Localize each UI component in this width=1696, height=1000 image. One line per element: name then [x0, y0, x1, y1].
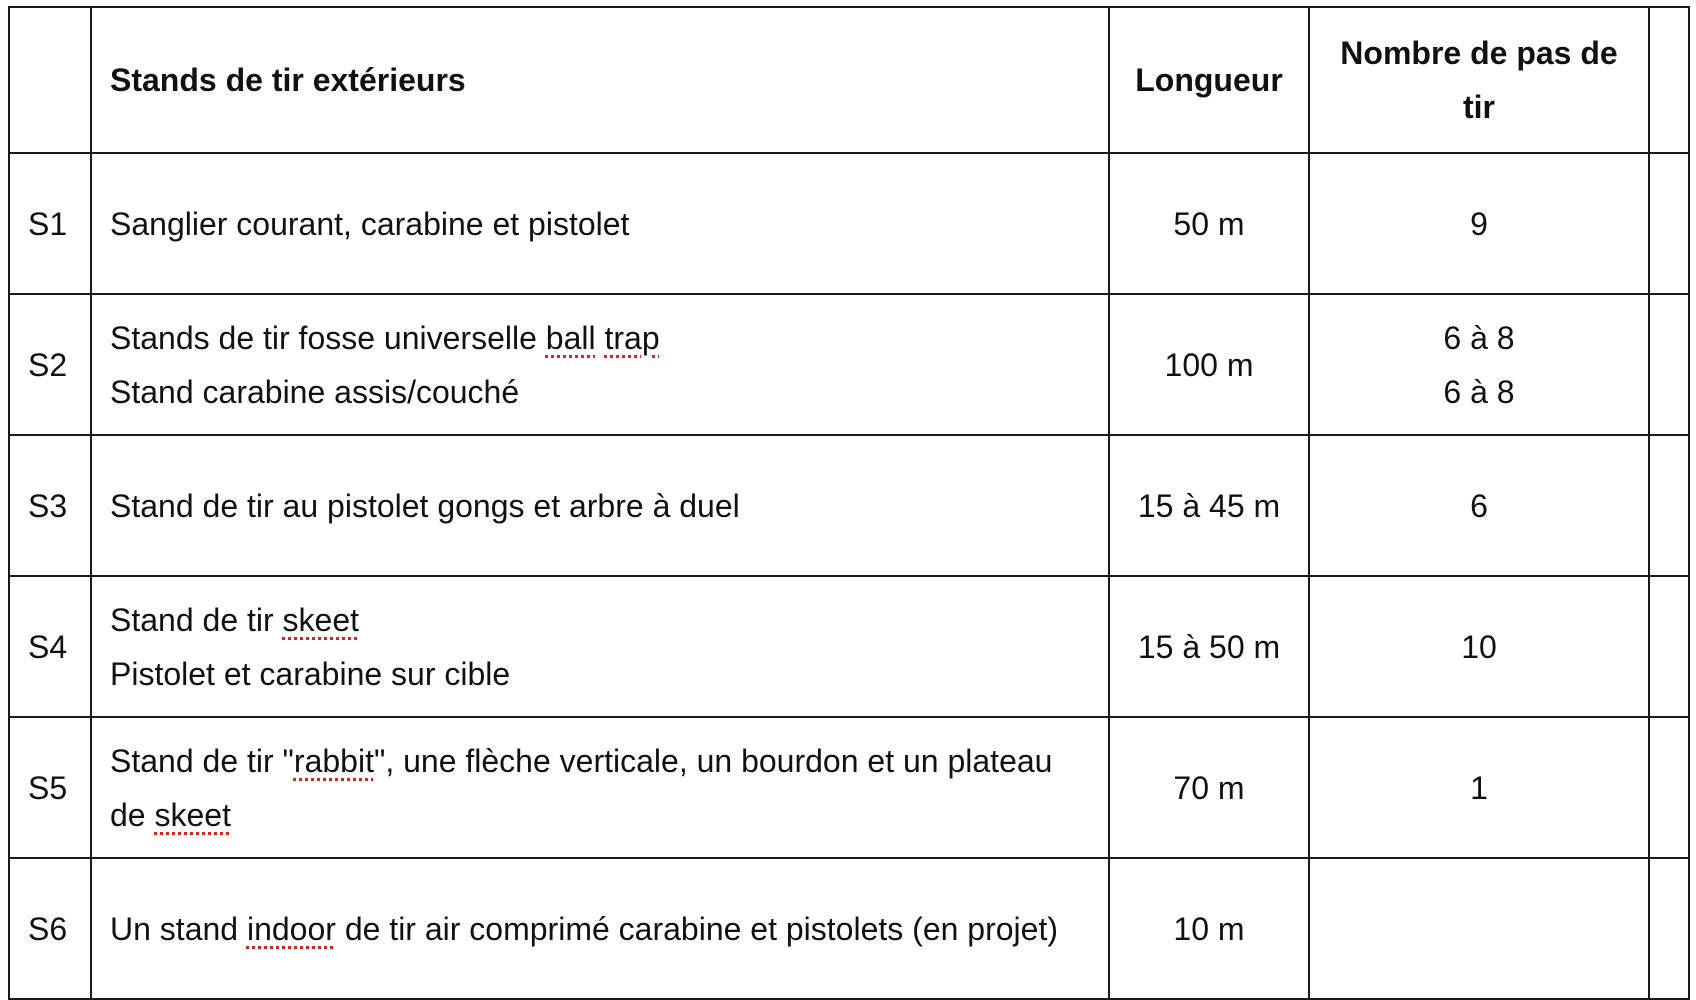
- row-description-cell: [91, 153, 1109, 294]
- row-id-cell: S3: [9, 435, 91, 576]
- row-count-cell: [1309, 435, 1649, 576]
- description-line: [110, 593, 1090, 647]
- description-line: [110, 647, 1090, 701]
- count-value: 10: [1461, 628, 1497, 665]
- shooting-ranges-table: [8, 6, 1690, 1000]
- row-length-cell: 15 à 50 m: [1109, 576, 1309, 717]
- row-extra-cell: [1649, 435, 1689, 576]
- row-extra-cell: [1649, 717, 1689, 858]
- row-length-cell: 100 m: [1109, 294, 1309, 435]
- spellcheck-word: trap: [604, 319, 660, 356]
- description-text: Un stand: [110, 910, 247, 947]
- row-id-cell: S2: [9, 294, 91, 435]
- row-count-cell: [1309, 717, 1649, 858]
- spellcheck-word: rabbit: [293, 742, 374, 779]
- row-id-cell: S6: [9, 858, 91, 999]
- row-length-cell: 50 m: [1109, 153, 1309, 294]
- table-row: [9, 858, 1689, 999]
- spellcheck-word: ball: [545, 319, 596, 356]
- spellcheck-word: skeet: [282, 601, 360, 638]
- count-value: 6: [1470, 487, 1488, 524]
- row-description-cell: [91, 435, 1109, 576]
- description-line: [110, 365, 1090, 419]
- description-text: Pistolet et carabine sur cible: [110, 655, 511, 692]
- table-header: [9, 7, 1689, 153]
- description-text: Stand de tir: [110, 601, 283, 638]
- table-row: [9, 717, 1689, 858]
- description-text: ", une flèche verticale, un bourdon et un plateau de: [110, 742, 1053, 833]
- table-row: [9, 294, 1689, 435]
- row-extra-cell: [1649, 294, 1689, 435]
- header-row: [9, 7, 1689, 153]
- row-id-cell: S1: [9, 153, 91, 294]
- header-description-cell: Stands de tir extérieurs: [91, 7, 1109, 153]
- row-length-cell: 15 à 45 m: [1109, 435, 1309, 576]
- row-extra-cell: [1649, 858, 1689, 999]
- row-length-cell: 70 m: [1109, 717, 1309, 858]
- row-description-cell: [91, 858, 1109, 999]
- description-text: Stand de tir au pistolet gongs et arbre à duel: [110, 487, 740, 524]
- row-description-cell: [91, 576, 1109, 717]
- row-description-cell: [91, 294, 1109, 435]
- header-count-cell: Nombre de pas de tir: [1309, 7, 1649, 153]
- row-description-cell: [91, 717, 1109, 858]
- spellcheck-word: skeet: [154, 796, 231, 833]
- row-count-cell: [1309, 576, 1649, 717]
- row-id-cell: S5: [9, 717, 91, 858]
- description-text: de tir air comprimé carabine et pistolets (en projet): [335, 910, 1058, 947]
- count-value: 9: [1470, 205, 1488, 242]
- row-count-cell: [1309, 294, 1649, 435]
- row-length-cell: 10 m: [1109, 858, 1309, 999]
- table-row: [9, 435, 1689, 576]
- header-length-cell: Longueur: [1109, 7, 1309, 153]
- description-line: [110, 734, 1090, 842]
- table-row: [9, 576, 1689, 717]
- row-id-cell: S4: [9, 576, 91, 717]
- row-count-cell: [1309, 858, 1649, 999]
- description-text: Sanglier courant, carabine et pistolet: [110, 205, 630, 242]
- description-text: Stands de tir fosse universelle: [110, 319, 546, 356]
- count-value: 1: [1470, 769, 1488, 806]
- row-extra-cell: [1649, 153, 1689, 294]
- description-line: [110, 479, 1090, 533]
- spellcheck-word: indoor: [246, 910, 336, 947]
- table-row: [9, 153, 1689, 294]
- row-extra-cell: [1649, 576, 1689, 717]
- description-text: Stand carabine assis/couché: [110, 373, 520, 410]
- header-extra-cell: [1649, 7, 1689, 153]
- count-value: 6 à 8: [1443, 373, 1515, 410]
- description-line: [110, 311, 1090, 365]
- table-body: [9, 153, 1689, 999]
- description-text: Stand de tir ": [110, 742, 294, 779]
- description-line: [110, 902, 1090, 956]
- header-id-cell: [9, 7, 91, 153]
- description-line: [110, 197, 1090, 251]
- row-count-cell: [1309, 153, 1649, 294]
- count-value: 6 à 8: [1443, 319, 1515, 356]
